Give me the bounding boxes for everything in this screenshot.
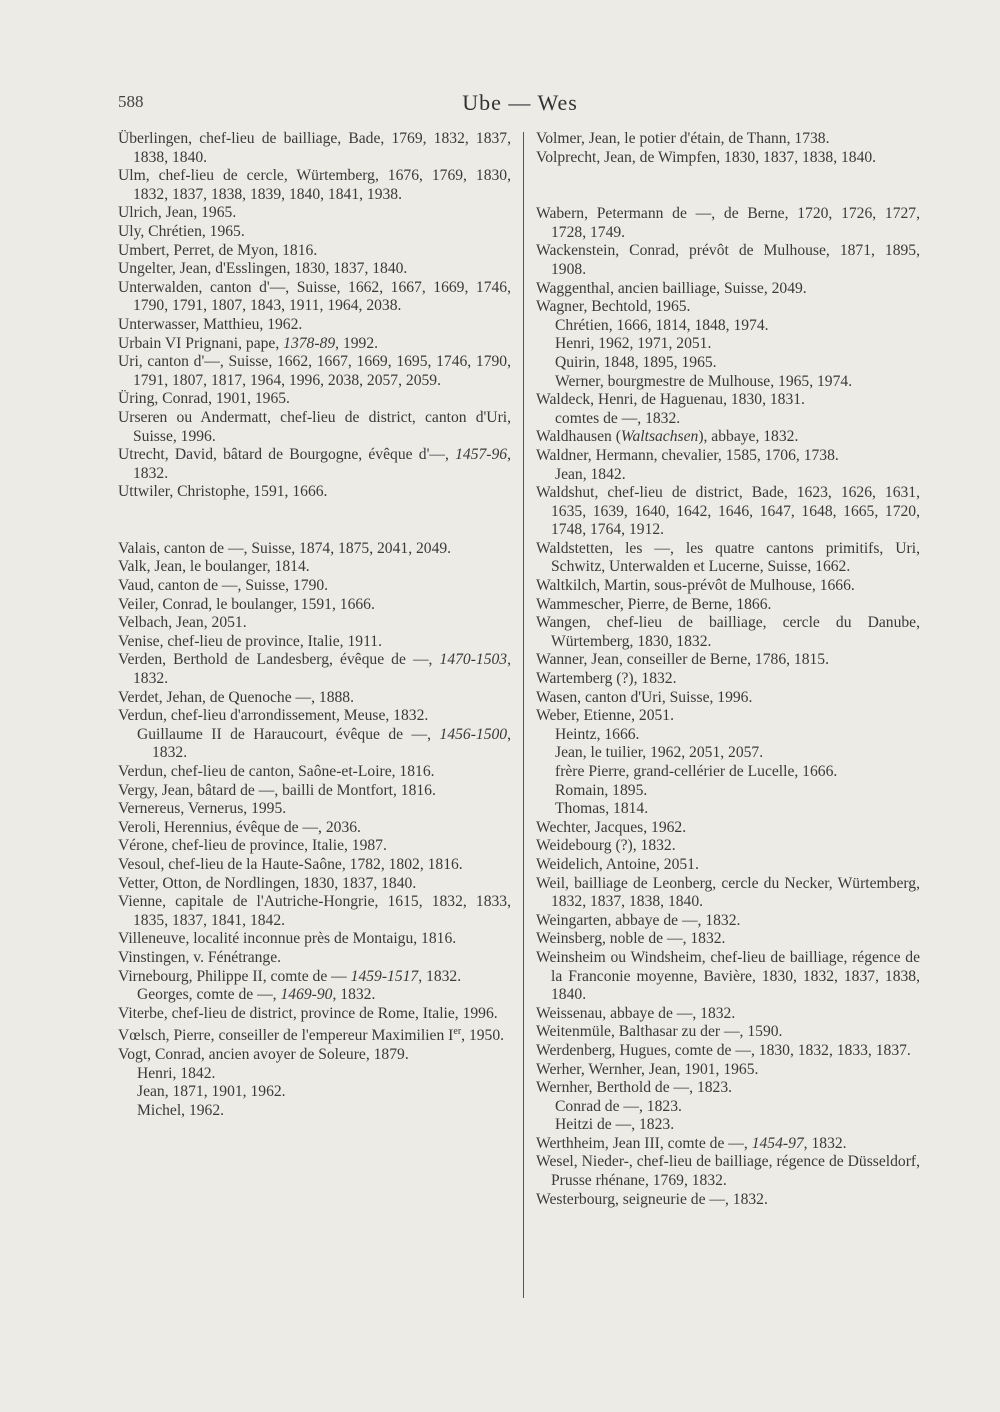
column-divider (523, 132, 524, 1298)
index-entry: Waltkilch, Martin, sous-prévôt de Mulhouse, 1666. (536, 577, 855, 595)
index-entry: Ungelter, Jean, d'Esslingen, 1830, 1837, 1840. (118, 260, 408, 278)
index-entry: Wernher, Berthold de —, 1823. (536, 1079, 733, 1097)
index-entry: Umbert, Perret, de Myon, 1816. (118, 241, 318, 259)
index-entry: Weidelich, Antoine, 2051. (536, 855, 699, 873)
index-entry: Wabern, Petermann de —, de Berne, 1720, 1726, 1727, 1728, 1749. (536, 205, 920, 241)
index-entry: Verden, Berthold de Landesberg, évêque de —, 1470-1503, 1832. (118, 651, 511, 688)
index-entry: Verdet, Jehan, de Quenoche —, 1888. (118, 688, 354, 706)
index-entry: Wechter, Jacques, 1962. (536, 818, 687, 836)
index-entry: Waggenthal, ancien bailliage, Suisse, 2049. (536, 279, 807, 297)
index-subentry: Werner, bourgmestre de Mulhouse, 1965, 1974. (555, 372, 853, 390)
index-entry: Werthheim, Jean III, comte de —, 1454-97, 1832. (536, 1134, 847, 1152)
index-column-right (536, 130, 920, 1209)
index-entry: Weil, bailliage de Leonberg, cercle du Necker, Würtemberg, 1832, 1837, 1838, 1840. (536, 874, 920, 911)
index-subentry: Michel, 1962. (137, 1101, 225, 1119)
index-entry: Virnebourg, Philippe II, comte de — 1459-1517, 1832. (118, 967, 462, 985)
index-entry: Vesoul, chef-lieu de la Haute-Saône, 1782, 1802, 1816. (118, 855, 463, 873)
index-subentry: Conrad de —, 1823. (555, 1097, 682, 1115)
index-entry: Wesel, Nieder-, chef-lieu de bailliage, régence de Düsseldorf, Prusse rhénane, 1769, 1832. (536, 1153, 920, 1190)
index-entry: Überlingen, chef-lieu de bailliage, Bade, 1769, 1832, 1837, 1838, 1840. (118, 130, 511, 166)
index-entry: Urseren ou Andermatt, chef-lieu de district, canton d'Uri, Suisse, 1996. (118, 408, 511, 445)
index-entry: Waldhausen (Waltsachsen), abbaye, 1832. (536, 428, 799, 446)
index-entry: Wangen, chef-lieu de bailliage, cercle du Danube, Würtemberg, 1830, 1832. (536, 614, 920, 650)
index-subentry: comtes de —, 1832. (555, 409, 681, 427)
page-number: 588 (118, 92, 144, 111)
index-entry: Viterbe, chef-lieu de district, province de Rome, Italie, 1996. (118, 1004, 498, 1022)
index-entry: Waldshut, chef-lieu de district, Bade, 1623, 1626, 1631, 1635, 1639, 1640, 1642, 1646, 1647, 1648, 1665, 1720, 1748, 1764, 1912. (536, 484, 920, 539)
index-entry: Verdun, chef-lieu d'arrondissement, Meuse, 1832. (118, 707, 429, 725)
index-entry: Ulrich, Jean, 1965. (118, 204, 237, 222)
index-entry: Uly, Chrétien, 1965. (118, 222, 245, 240)
index-entry: Uttwiler, Christophe, 1591, 1666. (118, 483, 328, 501)
index-entry: Weinsheim ou Windsheim, chef-lieu de bailliage, régence de la Franconie moyenne, Bavière, 1830, 1832, 1837, 1838, 1840. (536, 948, 920, 1004)
index-entry: Unterwalden, canton d'—, Suisse, 1662, 1667, 1669, 1746, 1790, 1791, 1807, 1843, 1911, 1964, 2038. (118, 278, 511, 315)
index-subentry: Jean, 1842. (555, 465, 626, 483)
index-entry: Werher, Wernher, Jean, 1901, 1965. (536, 1060, 759, 1078)
index-entry: Waldner, Hermann, chevalier, 1585, 1706, 1738. (536, 446, 839, 464)
index-entry: Weinsberg, noble de —, 1832. (536, 930, 726, 948)
index-entry: Vœlsch, Pierre, conseiller de l'empereur Maximilien Ier, 1950. (118, 1026, 505, 1045)
index-entry: Villeneuve, localité inconnue près de Montaigu, 1816. (118, 930, 457, 948)
index-entry: Wammescher, Pierre, de Berne, 1866. (536, 595, 772, 613)
index-entry: Weitenmüle, Balthasar zu der —, 1590. (536, 1023, 783, 1041)
index-entry: Weingarten, abbaye de —, 1832. (536, 911, 741, 929)
index-subentry: Henri, 1962, 1971, 2051. (555, 335, 712, 353)
index-entry: Wagner, Bechtold, 1965. (536, 298, 691, 316)
index-entry: Urbain VI Prignani, pape, 1378-89, 1992. (118, 334, 379, 352)
index-entry: Vogt, Conrad, ancien avoyer de Soleure, 1879. (118, 1046, 409, 1064)
index-entry: Vienne, capitale de l'Autriche-Hongrie, 1615, 1832, 1833, 1835, 1837, 1841, 1842. (118, 893, 511, 929)
index-entry: Volprecht, Jean, de Wimpfen, 1830, 1837, 1838, 1840. (536, 148, 877, 166)
index-subentry: Chrétien, 1666, 1814, 1848, 1974. (555, 316, 769, 334)
index-entry: Wanner, Jean, conseiller de Berne, 1786, 1815. (536, 651, 830, 669)
index-entry: Wackenstein, Conrad, prévôt de Mulhouse, 1871, 1895, 1908. (536, 242, 920, 278)
index-subentry: Quirin, 1848, 1895, 1965. (555, 353, 717, 371)
index-subentry: Heitzi de —, 1823. (555, 1116, 675, 1134)
index-entry: Wasen, canton d'Uri, Suisse, 1996. (536, 688, 753, 706)
index-entry: Wartemberg (?), 1832. (536, 670, 677, 688)
section-gap (118, 502, 511, 540)
index-entry: Waldstetten, les —, les quatre cantons primitifs, Uri, Schwitz, Unterwalden et Lucerne, Suisse, 1662. (536, 539, 920, 576)
index-entry: Weidebourg (?), 1832. (536, 837, 676, 855)
index-entry: Vergy, Jean, bâtard de —, bailli de Montfort, 1816. (118, 781, 436, 799)
index-entry: Westerbourg, seigneurie de —, 1832. (536, 1190, 768, 1208)
index-entry: Venise, chef-lieu de province, Italie, 1911. (118, 632, 382, 650)
index-column-left (118, 130, 511, 1120)
index-subentry: Thomas, 1814. (555, 800, 649, 818)
index-entry: Velbach, Jean, 2051. (118, 614, 247, 632)
section-gap (536, 167, 920, 205)
index-entry: Volmer, Jean, le potier d'étain, de Thann, 1738. (536, 130, 830, 147)
index-entry: Veroli, Herennius, évêque de —, 2036. (118, 818, 361, 836)
index-subentry: Guillaume II de Haraucourt, évêque de —, 1456-1500, 1832. (137, 725, 511, 762)
index-subentry: Henri, 1842. (137, 1064, 216, 1082)
index-entry: Valais, canton de —, Suisse, 1874, 1875, 2041, 2049. (118, 539, 452, 557)
index-entry: Uri, canton d'—, Suisse, 1662, 1667, 1669, 1695, 1746, 1790, 1791, 1807, 1817, 1964, 1996, 2038, 2057, 2059. (118, 353, 511, 389)
index-subentry: Heintz, 1666. (555, 725, 640, 743)
index-entry: Weissenau, abbaye de —, 1832. (536, 1004, 736, 1022)
index-subentry: frère Pierre, grand-cellérier de Lucelle, 1666. (555, 763, 838, 780)
index-subentry: Jean, 1871, 1901, 1962. (137, 1083, 286, 1101)
index-entry: Vetter, Otton, de Nordlingen, 1830, 1837, 1840. (118, 874, 417, 892)
index-subentry: Georges, comte de —, 1469-90, 1832. (137, 986, 376, 1004)
index-entry: Weber, Etienne, 2051. (536, 707, 674, 725)
index-subentry: Jean, le tuilier, 1962, 2051, 2057. (555, 744, 764, 762)
index-entry: Ulm, chef-lieu de cercle, Würtemberg, 1676, 1769, 1830, 1832, 1837, 1838, 1839, 1840, 1841, 1938. (118, 167, 511, 203)
index-entry: Valk, Jean, le boulanger, 1814. (118, 558, 310, 576)
index-entry: Üring, Conrad, 1901, 1965. (118, 390, 290, 408)
index-entry: Vinstingen, v. Fénétrange. (118, 948, 282, 966)
index-entry: Vaud, canton de —, Suisse, 1790. (118, 577, 329, 595)
index-subentry: Romain, 1895. (555, 781, 648, 799)
index-entry: Verdun, chef-lieu de canton, Saône-et-Loire, 1816. (118, 763, 435, 780)
index-entry: Werdenberg, Hugues, comte de —, 1830, 1832, 1833, 1837. (536, 1041, 911, 1059)
index-entry: Vernereus, Vernerus, 1995. (118, 800, 287, 818)
index-entry: Veiler, Conrad, le boulanger, 1591, 1666. (118, 595, 375, 613)
page-header: Ube — Wes (462, 90, 578, 115)
index-entry: Waldeck, Henri, de Haguenau, 1830, 1831. (536, 391, 805, 409)
index-entry: Unterwasser, Matthieu, 1962. (118, 315, 303, 333)
index-entry: Vérone, chef-lieu de province, Italie, 1987. (118, 837, 387, 855)
index-entry: Utrecht, David, bâtard de Bourgogne, évêque d'—, 1457-96, 1832. (118, 446, 511, 482)
